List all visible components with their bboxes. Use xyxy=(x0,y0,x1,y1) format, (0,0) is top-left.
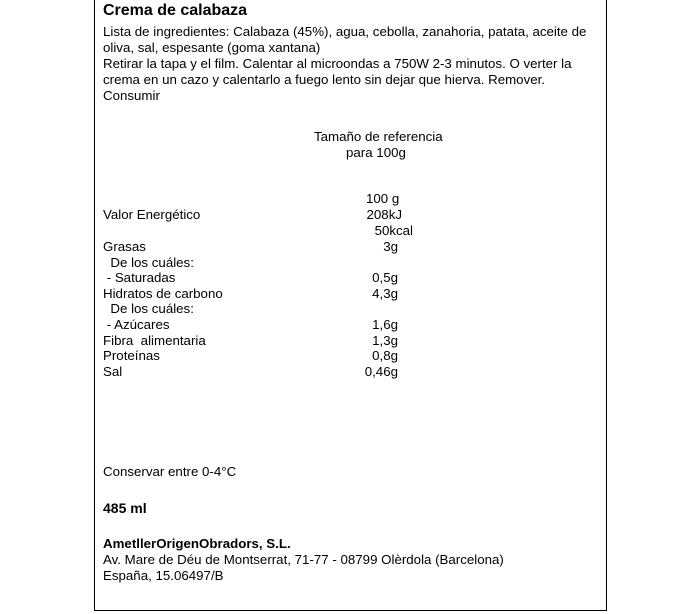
nutrient-label: Hidratos de carbono xyxy=(103,286,223,301)
energy-kj: 208kJ xyxy=(366,207,402,222)
nutrient-value: 4,3g xyxy=(372,286,398,301)
nutrient-label: De los cuáles: xyxy=(103,255,194,270)
product-title: Crema de calabaza xyxy=(103,2,248,19)
storage-instructions: Conservar entre 0-4°C xyxy=(103,464,237,479)
nutrient-value: 0,8g xyxy=(372,348,398,363)
nutrient-label: Proteínas xyxy=(103,348,160,363)
instructions-line-3: Consumir xyxy=(103,88,160,103)
nutrient-value: 3g xyxy=(383,239,398,254)
nutrition-column-header: 100 g xyxy=(366,191,400,206)
reference-size-line-1: Tamaño de referencia xyxy=(314,129,443,144)
company-name: AmetllerOrigenObradors, S.L. xyxy=(103,536,291,551)
instructions-line-2: crema en un cazo y calentarlo a fuego lento sin dejar que hierva. Remover. xyxy=(103,72,546,87)
energy-kcal: 50kcal xyxy=(374,223,413,238)
nutrient-value: 1,6g xyxy=(372,317,398,332)
nutrient-label: Grasas xyxy=(103,239,146,254)
nutrient-label: - Azúcares xyxy=(103,317,170,332)
nutrient-value: 0,5g xyxy=(372,270,398,285)
instructions-line-1: Retirar la tapa y el film. Calentar al microondas a 750W 2-3 minutos. O verter la xyxy=(103,56,572,71)
nutrient-label: Fibra alimentaria xyxy=(103,333,206,348)
nutrient-label: De los cuáles: xyxy=(103,301,194,316)
ingredients-line-2: oliva, sal, espesante (goma xantana) xyxy=(103,40,321,55)
volume: 485 ml xyxy=(103,500,147,516)
reference-size-line-2: para 100g xyxy=(346,145,406,160)
nutrient-label: Sal xyxy=(103,364,123,379)
nutrient-label: - Saturadas xyxy=(103,270,176,285)
ingredients-line-1: Lista de ingredientes: Calabaza (45%), agua, cebolla, zanahoria, patata, aceite de xyxy=(103,24,587,39)
nutrient-value: 1,3g xyxy=(372,333,398,348)
company-country-registration: España, 15.06497/B xyxy=(103,568,224,583)
nutrient-value: 0,46g xyxy=(364,364,398,379)
energy-label: Valor Energético xyxy=(103,207,201,222)
company-address: Av. Mare de Déu de Montserrat, 71-77 - 08799 Olèrdola (Barcelona) xyxy=(103,552,504,567)
